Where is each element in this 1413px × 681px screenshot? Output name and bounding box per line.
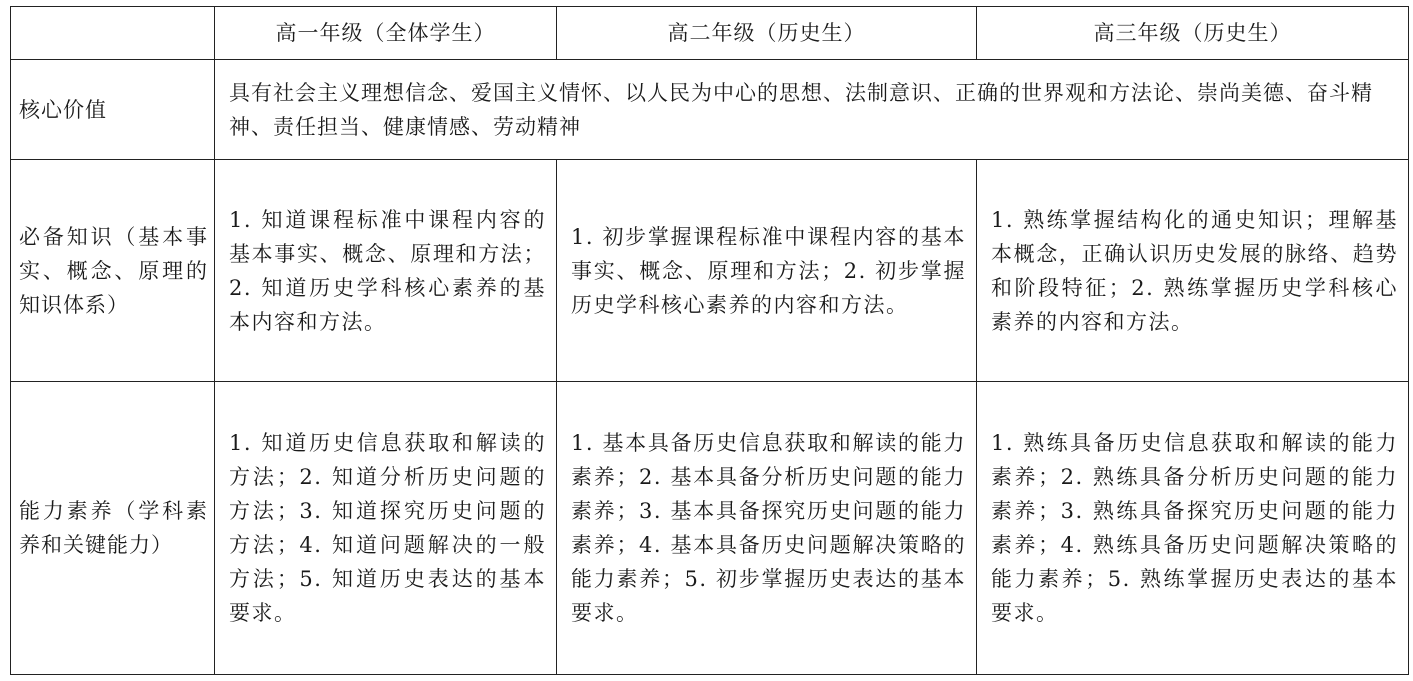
header-grade-2: 高二年级（历史生）: [557, 7, 977, 60]
cell-knowledge-grade-2: 1. 初步掌握课程标准中课程内容的基本事实、概念、原理和方法；2. 初步掌握历史学科核心素养的内容和方法。: [557, 160, 977, 382]
cell-ability-grade-2: 1. 基本具备历史信息获取和解读的能力素养；2. 基本具备分析历史问题的能力素养；3. 基本具备探究历史问题的能力素养；4. 基本具备历史问题解决策略的能力素养；5. 初步掌握历史表达的基本要求。: [557, 382, 977, 675]
header-grade-3: 高三年级（历史生）: [977, 7, 1409, 60]
cell-knowledge-grade-1: 1. 知道课程标准中课程内容的基本事实、概念、原理和方法；2. 知道历史学科核心素养的基本内容和方法。: [215, 160, 557, 382]
row-label-core-value: 核心价值: [11, 60, 215, 160]
row-label-ability-literacy: 能力素养（学科素养和关键能力）: [11, 382, 215, 675]
cell-ability-grade-3: 1. 熟练具备历史信息获取和解读的能力素养；2. 熟练具备分析历史问题的能力素养；3. 熟练具备探究历史问题的能力素养；4. 熟练具备历史问题解决策略的能力素养；5. 熟练掌握历史表达的基本要求。: [977, 382, 1409, 675]
header-corner-cell: [11, 7, 215, 60]
header-row: [11, 7, 1409, 60]
cell-knowledge-grade-3: 1. 熟练掌握结构化的通史知识；理解基本概念，正确认识历史发展的脉络、趋势和阶段特征；2. 熟练掌握历史学科核心素养的内容和方法。: [977, 160, 1409, 382]
cell-ability-grade-1: 1. 知道历史信息获取和解读的方法；2. 知道分析历史问题的方法；3. 知道探究历史问题的方法；4. 知道问题解决的一般方法；5. 知道历史表达的基本要求。: [215, 382, 557, 675]
curriculum-requirements-table: [10, 6, 1409, 675]
table-row-core-value: [11, 60, 1409, 160]
cell-core-value-merged: 具有社会主义理想信念、爱国主义情怀、以人民为中心的思想、法制意识、正确的世界观和方法论、崇尚美德、奋斗精神、责任担当、健康情感、劳动精神: [215, 60, 1409, 160]
table-row-ability-literacy: [11, 382, 1409, 675]
header-grade-1: 高一年级（全体学生）: [215, 7, 557, 60]
row-label-essential-knowledge: 必备知识（基本事实、概念、原理的知识体系）: [11, 160, 215, 382]
table-row-essential-knowledge: [11, 160, 1409, 382]
